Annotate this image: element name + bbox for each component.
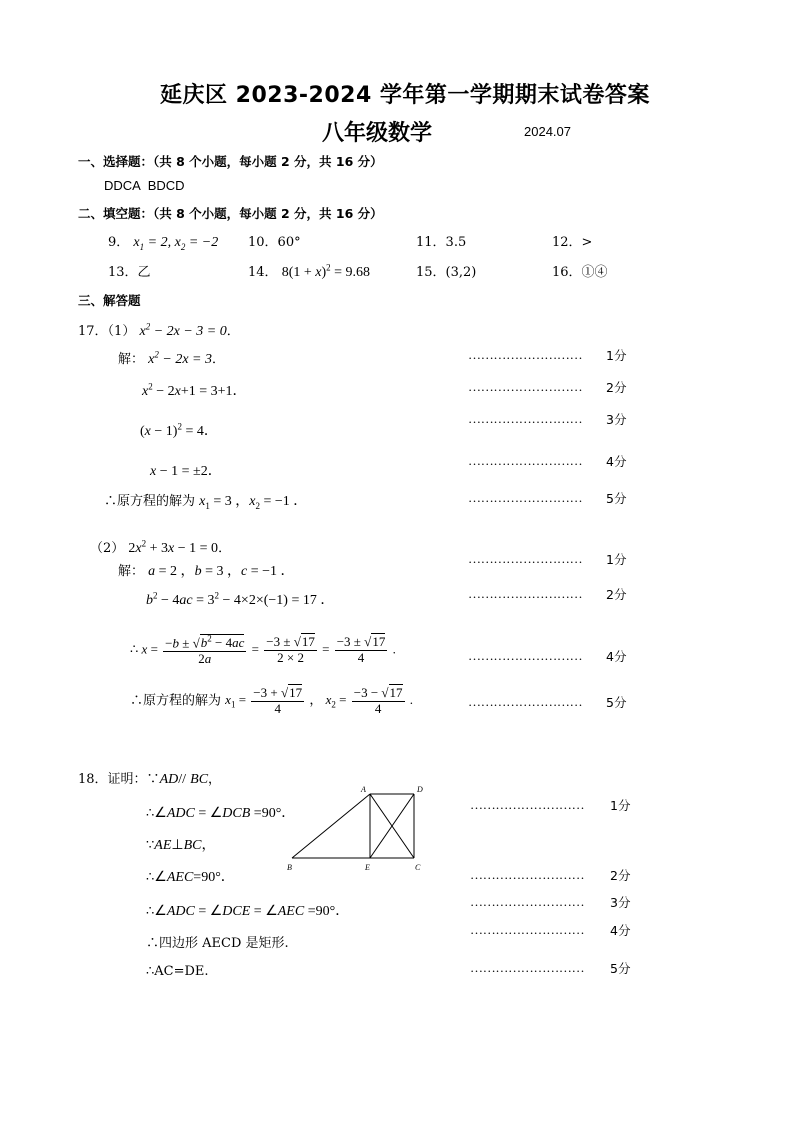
section-1-heading: 一、选择题：（共 8 个小题，每小题 2 分，共 16 分） — [78, 154, 383, 169]
q14-formula: $8(1 + x)^2 = 9.68$ — [281, 262, 371, 280]
point-label-e: E — [365, 863, 370, 872]
q18-score-4: 4分 — [610, 923, 631, 938]
q17-step2: $x^2 - 2x+1 = 3+1$． — [142, 381, 247, 399]
point-label-a: A — [361, 785, 366, 794]
q17-step3: $(x - 1)^2 = 4$． — [140, 421, 218, 439]
point-label-b: B — [287, 863, 292, 872]
dots-leader: ……………………… — [468, 586, 583, 601]
q14-label: 14． — [248, 265, 278, 280]
q18-score-2: 2分 — [610, 868, 631, 883]
q17-score-1: 1分 — [606, 348, 627, 363]
geometry-figure — [284, 782, 434, 874]
q18-given-2: ∵AE⊥BC， — [146, 838, 216, 853]
q11-answer: 11．3.5 — [416, 235, 467, 250]
dots-leader: ……………………… — [470, 867, 585, 882]
exam-date: 2024.07 — [524, 124, 571, 139]
dots-leader: ……………………… — [468, 347, 583, 362]
q18-given-1: 18．证明：∵AD// BC， — [78, 772, 222, 787]
section-2-heading: 二、填空题：（共 8 个小题，每小题 2 分，共 16 分） — [78, 206, 383, 221]
dots-leader: ……………………… — [470, 797, 585, 812]
q17-coefficients: 解： a = 2 ，b = 3 ，c = −1 ． — [118, 564, 295, 579]
q17-2-score-2: 2分 — [606, 587, 627, 602]
dots-leader: ……………………… — [470, 922, 585, 937]
q18-score-1: 1分 — [610, 798, 631, 813]
q17-discriminant: $b^2 - 4ac = 3^2 - 4\times 2\times(-1) = 17$ ． — [146, 590, 335, 608]
dots-leader: ……………………… — [468, 379, 583, 394]
q18-step-2: ∴∠AEC=90°． — [146, 870, 235, 885]
dots-leader: ……………………… — [468, 648, 583, 663]
dots-leader: ……………………… — [468, 694, 583, 709]
q18-label: 18．证明： — [78, 772, 147, 787]
q17-2-score-1: 1分 — [606, 552, 627, 567]
since-symbol: ∵ — [146, 838, 155, 853]
q18-step-4: ∴四边形 AECD 是矩形. — [146, 936, 289, 951]
q16-answer: 16．①④ — [552, 265, 608, 280]
q17-step1: 解： $x^2 - 2x = 3$． — [118, 349, 225, 367]
section-1-answers: DDCA BDCD — [104, 178, 185, 193]
therefore-text: ∴原方程的解为 — [104, 494, 196, 509]
page-subtitle: 八年级数学 — [322, 121, 433, 146]
q17-2-score-5: 5分 — [606, 695, 627, 710]
q17-score-4: 4分 — [606, 454, 627, 469]
q17-score-2: 2分 — [606, 380, 627, 395]
q9-label: 9． — [108, 235, 130, 250]
q17-score-5: 5分 — [606, 491, 627, 506]
q9-formula: $x_1 = 2$, $x_2 = -2$ — [133, 235, 219, 252]
q17-step4: x − 1 = ±2． — [150, 464, 222, 479]
q17-part2-equation: （2） $2x^2 + 3x - 1 = 0$． — [90, 538, 232, 556]
q17-solution-label: 解： — [118, 564, 145, 579]
q15-answer: 15．(3,2) — [416, 265, 477, 280]
section-3-heading: 三、解答题 — [78, 293, 141, 308]
q13-answer: 13．乙 — [108, 265, 151, 280]
point-label-d: D — [417, 785, 423, 794]
dots-leader: ……………………… — [470, 894, 585, 909]
dots-leader: ……………………… — [470, 960, 585, 975]
q18-score-3: 3分 — [610, 895, 631, 910]
dots-leader: ……………………… — [468, 551, 583, 566]
q14-answer — [248, 261, 370, 281]
q18-step-1: ∴∠ADC = ∠DCB =90°． — [146, 806, 296, 821]
q17-solution-label: 解： — [118, 352, 145, 367]
q17-quadratic-formula: ∴ x = $\frac{-b \pm √b^2 - 4ac}{2a}$ = $\frac{-3 \pm √17}{2 \times 2}$ = $\frac{-3 \pm √17}{4}$ . — [130, 634, 396, 667]
therefore-symbol: ∴ — [146, 904, 155, 919]
point-label-c: C — [415, 863, 421, 872]
dots-leader: ……………………… — [468, 490, 583, 505]
q9-answer — [108, 231, 218, 252]
q17-part1-result: ∴原方程的解为 $x_1 = 3$ ，$x_2 = -1$ ． — [104, 494, 308, 511]
q12-answer: 12．> — [552, 235, 593, 250]
q17-part2-result: ∴原方程的解为 $x_1$ = $\frac{-3 + √17}{4}$ ， $x_2$ = $\frac{-3 - √17}{4}$ . — [130, 685, 414, 716]
dots-leader: ……………………… — [468, 453, 583, 468]
therefore-symbol: ∴ — [146, 870, 155, 885]
page-title: 延庆区 2023-2024 学年第一学期期末试卷答案 — [160, 83, 650, 108]
q18-step-3: ∴∠ADC = ∠DCE = ∠AEC =90°． — [146, 904, 350, 919]
segment-ab — [292, 794, 370, 858]
since-symbol: ∵ — [146, 772, 160, 787]
dots-leader: ……………………… — [468, 411, 583, 426]
q18-score-5: 5分 — [610, 961, 631, 976]
q17-2-score-4: 4分 — [606, 649, 627, 664]
q17-part2-label: （2） — [90, 541, 125, 556]
q17-score-3: 3分 — [606, 412, 627, 427]
q17-part1-equation: 17．（1） $x^2 - 2x - 3 = 0$． — [78, 321, 240, 339]
q17-part1-label: 17．（1） — [78, 324, 136, 339]
therefore-symbol: ∴ — [146, 806, 155, 821]
therefore-text: ∴原方程的解为 — [130, 693, 222, 709]
q10-answer: 10．60° — [248, 235, 301, 250]
q18-conclusion: ∴AC=DE. — [146, 964, 209, 979]
